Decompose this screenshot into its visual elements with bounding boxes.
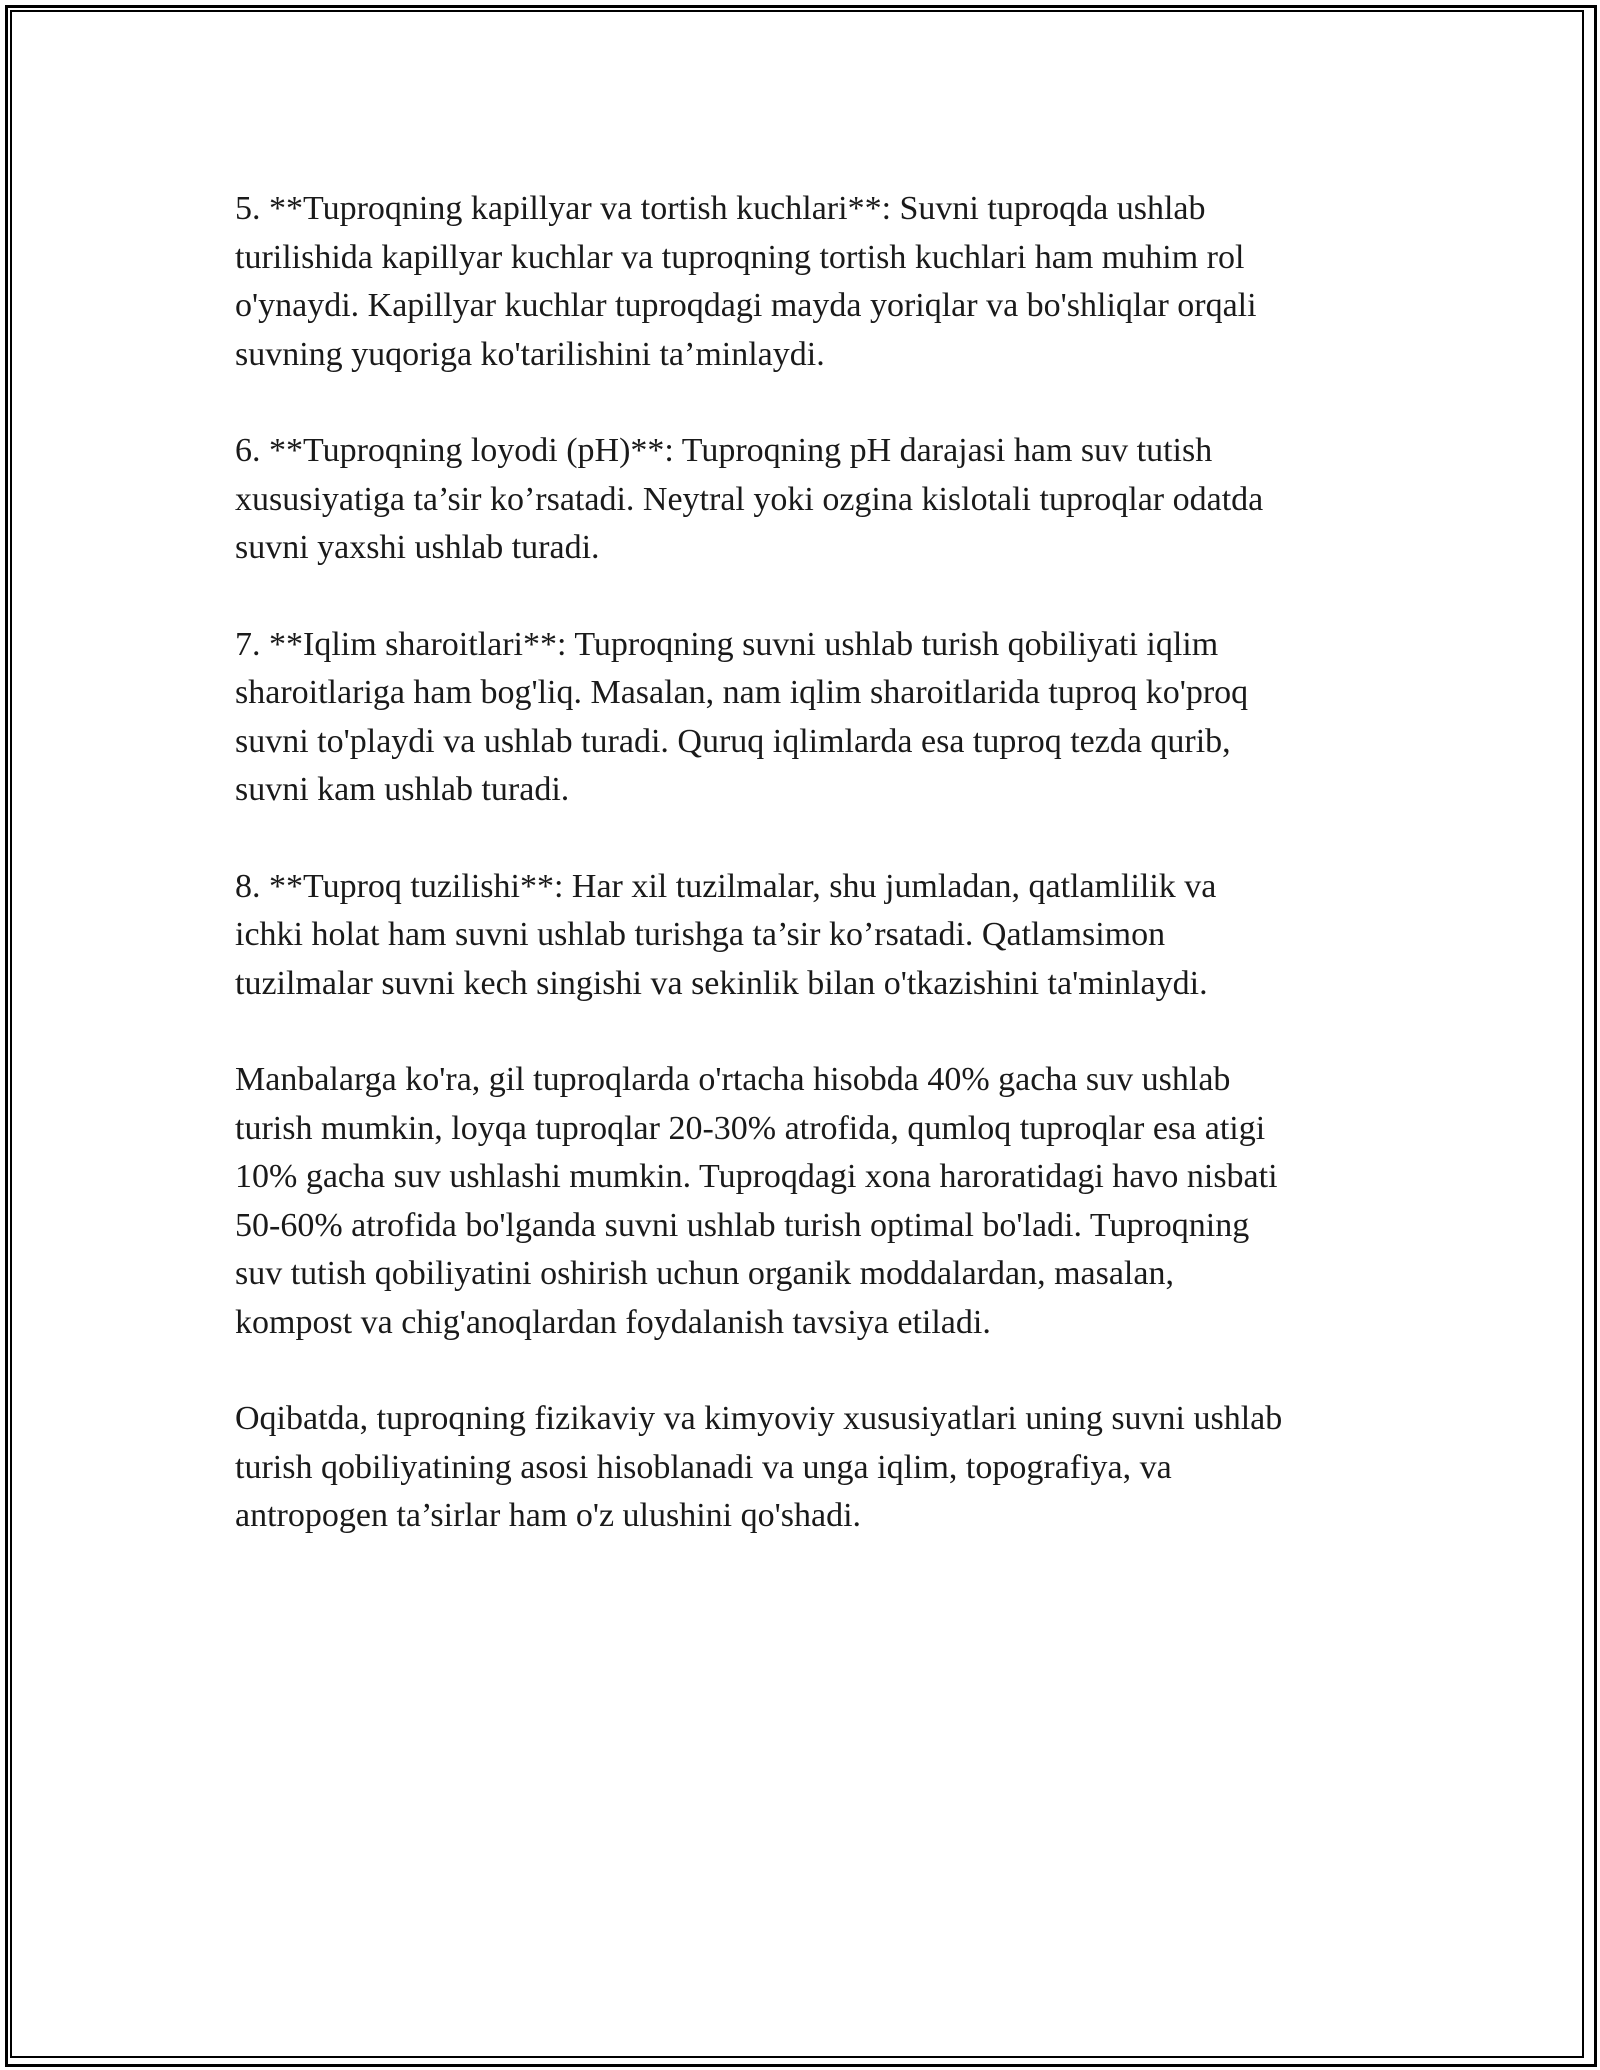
text-line: o'ynaydi. Kapillyar kuchlar tuproqdagi mayda yoriqlar va bo'shliqlar orqali: [235, 287, 1257, 324]
text-line: suv tutish qobiliyatini oshirish uchun organik moddalardan, masalan,: [235, 1255, 1174, 1292]
paragraph-sources: [235, 1056, 1375, 1347]
text-line: sharoitlariga ham bog'liq. Masalan, nam iqlim sharoitlarida tuproq ko'proq: [235, 674, 1249, 711]
text-line: suvni to'playdi va ushlab turadi. Quruq iqlimlarda esa tuproq tezda qurib,: [235, 722, 1231, 760]
paragraph-conclusion: [235, 1395, 1375, 1541]
text-line: 5. **Tuproqning kapillyar va tortish kuchlari**: Suvni tuproqda ushlab: [235, 190, 1206, 227]
paragraph-item-8: [235, 863, 1375, 1009]
text-line: Oqibatda, tuproqning fizikaviy va kimyoviy xususiyatlari uning suvni ushlab: [235, 1400, 1283, 1437]
text-line: xususiyatiga ta’sir ko’rsatadi. Neytral yoki ozgina kislotali tuproqlar odatda: [235, 480, 1264, 518]
paragraph-item-5: [235, 185, 1375, 379]
document-body: [235, 185, 1375, 1589]
text-line: turish mumkin, loyqa tuproqlar 20-30% atrofida, qumloq tuproqlar esa atigi: [235, 1109, 1266, 1147]
text-line: kompost va chig'anoqlardan foydalanish tavsiya etiladi.: [235, 1303, 991, 1341]
text-line: ichki holat ham suvni ushlab turishga ta’sir ko’rsatadi. Qatlamsimon: [235, 916, 1166, 953]
text-line: 8. **Tuproq tuzilishi**: Har xil tuzilmalar, shu jumladan, qatlamlilik va: [235, 867, 1217, 905]
text-line: 50-60% atrofida bo'lganda suvni ushlab turish optimal bo'ladi. Tuproqning: [235, 1206, 1250, 1244]
text-line: 10% gacha suv ushlashi mumkin. Tuproqdagi xona haroratidagi havo nisbati: [235, 1158, 1278, 1195]
paragraph-item-6: [235, 427, 1375, 573]
text-line: suvni kam ushlab turadi.: [235, 771, 570, 808]
text-line: turish qobiliyatining asosi hisoblanadi va unga iqlim, topografiya, va: [235, 1448, 1172, 1486]
text-line: suvni yaxshi ushlab turadi.: [235, 529, 600, 566]
text-line: turilishida kapillyar kuchlar va tuproqning tortish kuchlari ham muhim rol: [235, 238, 1245, 276]
text-line: suvning yuqoriga ko'tarilishini ta’minlaydi.: [235, 335, 825, 373]
paragraph-item-7: [235, 621, 1375, 815]
text-line: Manbalarga ko'ra, gil tuproqlarda o'rtacha hisobda 40% gacha suv ushlab: [235, 1061, 1231, 1098]
text-line: 7. **Iqlim sharoitlari**: Tuproqning suvni ushlab turish qobiliyati iqlim: [235, 625, 1219, 663]
text-line: tuzilmalar suvni kech singishi va sekinlik bilan o'tkazishini ta'minlaydi.: [235, 964, 1208, 1002]
text-line: antropogen ta’sirlar ham o'z ulushini qo'shadi.: [235, 1497, 862, 1534]
text-line: 6. **Tuproqning loyodi (pH)**: Tuproqning pH darajasi ham suv tutish: [235, 432, 1213, 469]
